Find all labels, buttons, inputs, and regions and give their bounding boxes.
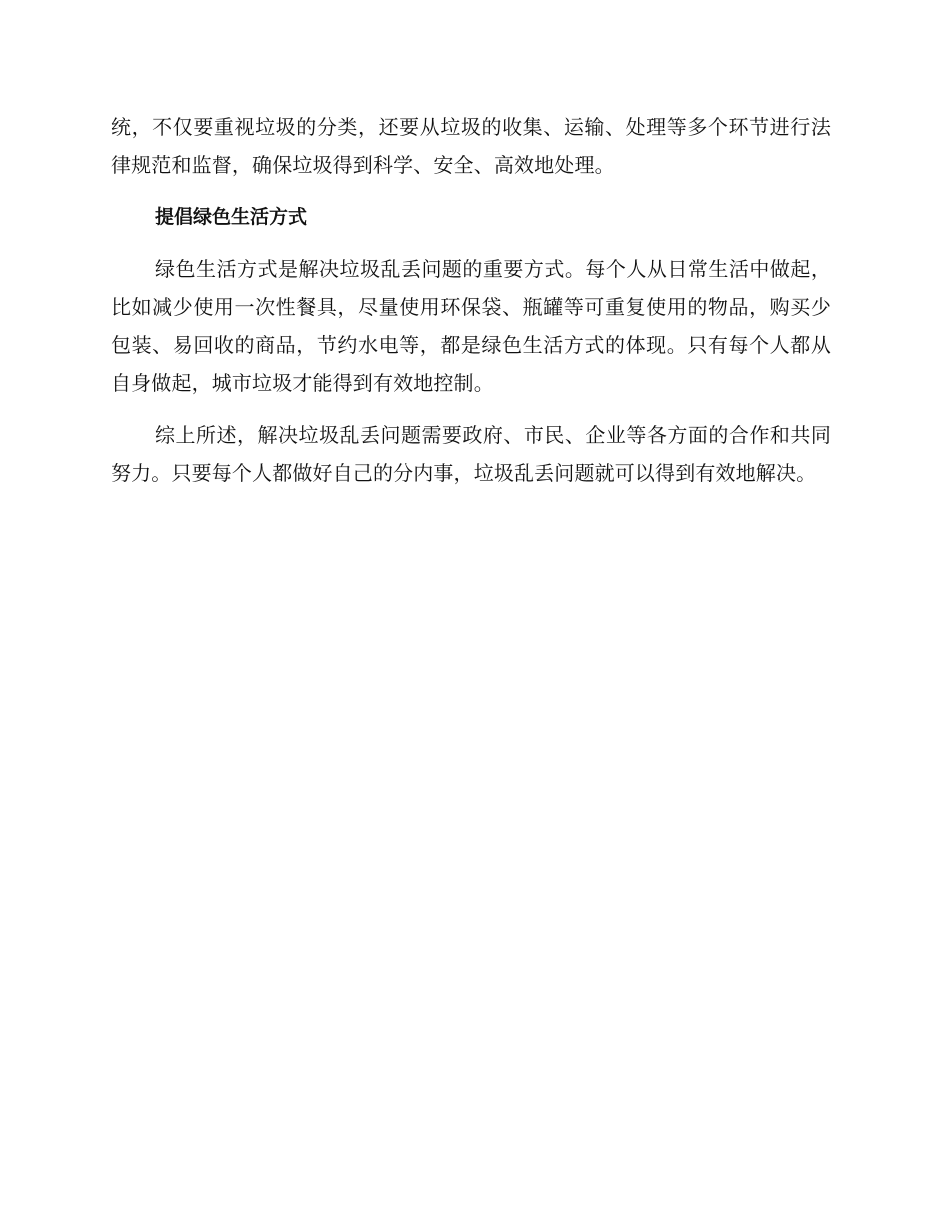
document-page (111, 108, 831, 492)
paragraph-conclusion: 综上所述，解决垃圾乱丢问题需要政府、市民、企业等各方面的合作和共同努力。只要每个人都做好自己的分内事，垃圾乱丢问题就可以得到有效地解决。 (111, 423, 831, 485)
paragraph-legal-system: 统，不仅要重视垃圾的分类，还要从垃圾的收集、运输、处理等多个环节进行法律规范和监督，确保垃圾得到科学、安全、高效地处理。 (111, 115, 831, 177)
section-heading-green-lifestyle: 提倡绿色生活方式 (155, 206, 308, 228)
paragraph-green-lifestyle: 绿色生活方式是解决垃圾乱丢问题的重要方式。每个人从日常生活中做起，比如减少使用一次性餐具，尽量使用环保袋、瓶罐等可重复使用的物品，购买少包装、易回收的商品，节约水电等，都是绿色生活方式的体现。只有每个人都从自身做起，城市垃圾才能得到有效地控制。 (111, 257, 831, 395)
